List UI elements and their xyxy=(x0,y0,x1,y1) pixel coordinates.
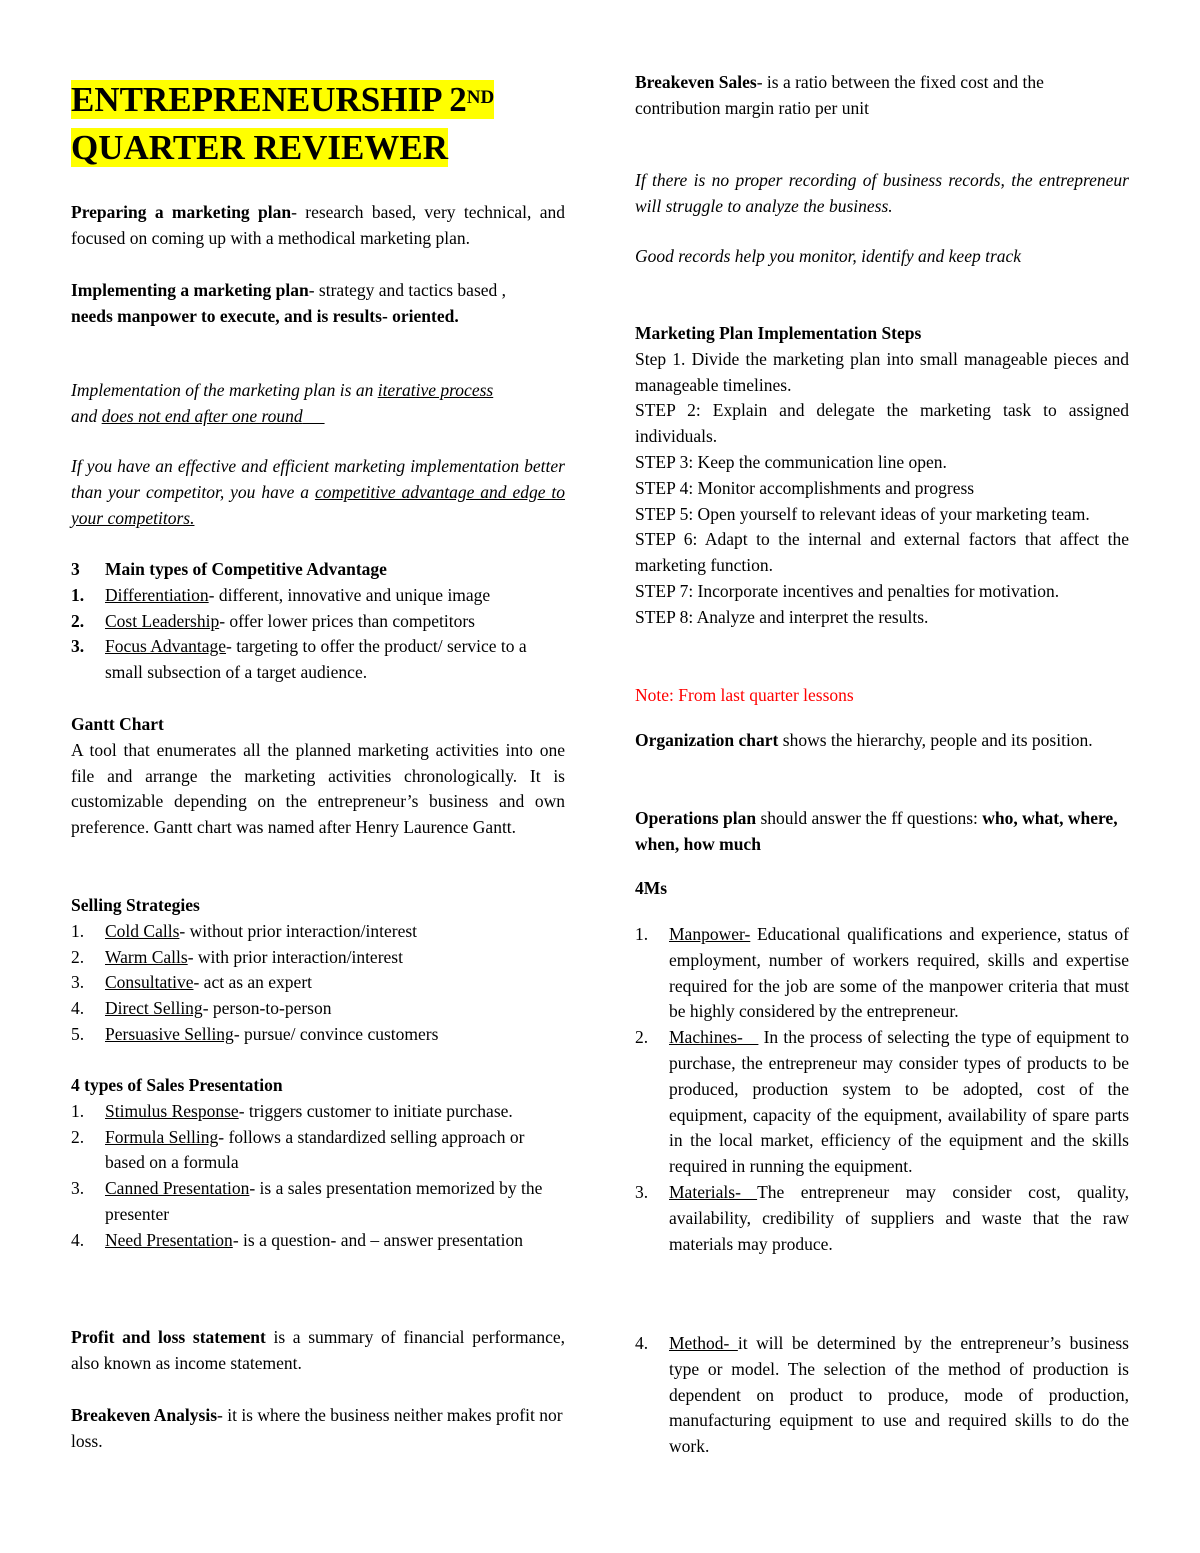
list-term: Machines- xyxy=(669,1027,759,1048)
list-definition: it will be determined by the entrepreneur’s business type or model. The selection of the method of production is dependent on product to produce, mode of production, manufacturing equipment to use and required skills to do the work. xyxy=(669,1333,1129,1457)
step-item: STEP 6: Adapt to the internal and external factors that affect the marketing function. xyxy=(635,529,1129,576)
list-item xyxy=(71,945,565,971)
list-definition: - is a sales presentation memorized by the presenter xyxy=(105,1178,543,1224)
list-item xyxy=(71,1022,565,1048)
step-item: STEP 3: Keep the communication line open. xyxy=(635,451,947,472)
ca-heading-text: Main types of Competitive Advantage xyxy=(105,559,387,579)
list-number: 5. xyxy=(71,1023,85,1044)
list-number: 3. xyxy=(71,972,85,993)
list-number: 1. xyxy=(71,584,85,605)
effective-text-b: competitive advantage and edge to your competitors. xyxy=(71,481,566,528)
list-number: 1. xyxy=(71,920,85,941)
selling-strategies-section xyxy=(71,893,565,1048)
breakeven-sales-term: Breakeven Sales xyxy=(635,72,757,92)
list-number: 2. xyxy=(71,610,85,631)
list-term: Consultative xyxy=(105,972,194,993)
list-item xyxy=(635,1025,1129,1180)
list-definition: - different, innovative and unique image xyxy=(208,584,491,605)
list-item xyxy=(71,1125,565,1177)
list-term: Need Presentation xyxy=(105,1229,233,1250)
implementing-marketing-plan xyxy=(71,278,565,330)
list-term: Differentiation xyxy=(105,584,209,605)
list-definition: - targeting to offer the product/ service to a small subsection of a target audience. xyxy=(105,636,527,683)
sales-presentation-section xyxy=(71,1073,565,1254)
list-definition: - triggers customer to initiate purchase. xyxy=(238,1100,513,1121)
list-term: Materials- xyxy=(669,1181,758,1202)
list-item xyxy=(71,583,565,609)
competitive-advantage-note xyxy=(71,454,565,531)
list-number: 2. xyxy=(71,946,85,967)
ca-heading xyxy=(71,557,565,583)
list-item xyxy=(71,1176,565,1228)
iterative-text-d: does not end after one round xyxy=(101,405,303,426)
step-item: Step 1. Divide the marketing plan into small manageable pieces and manageable timelines. xyxy=(635,348,1129,395)
list-definition: - pursue/ convince customers xyxy=(233,1023,439,1044)
list-term: Formula Selling xyxy=(105,1126,219,1147)
profit-loss-definition: is a summary of financial performance, also known as income statement. xyxy=(71,1327,565,1373)
list-number: 4. xyxy=(71,1229,85,1250)
list-number: 1. xyxy=(635,924,649,944)
implementing-definition: - strategy and tactics based , xyxy=(308,280,507,300)
gantt-heading: Gantt Chart xyxy=(71,714,164,734)
list-item xyxy=(71,1228,565,1254)
list-term: Manpower- xyxy=(669,924,751,944)
list-number: 2. xyxy=(71,1126,85,1147)
title-line1: ENTREPRENEURSHIP 2 xyxy=(71,80,467,119)
list-number: 1. xyxy=(71,1100,85,1121)
list-term: Persuasive Selling xyxy=(105,1023,234,1044)
list-number: 3. xyxy=(71,1178,85,1199)
operations-plan xyxy=(635,806,1129,858)
implementing-term: Implementing a marketing plan xyxy=(71,280,309,300)
four-ms-list-continued xyxy=(635,1331,1129,1460)
records-note: If there is no proper recording of business records, the entrepreneur will struggle to analyze the business. xyxy=(635,170,1129,216)
title-superscript: ND xyxy=(466,87,495,108)
steps-heading: Marketing Plan Implementation Steps xyxy=(635,323,922,343)
records-note-2: Good records help you monitor, identify and keep track xyxy=(635,246,1022,266)
last-quarter-note: Note: From last quarter lessons xyxy=(635,685,854,705)
operations-plan-term: Operations plan xyxy=(635,808,757,828)
list-item xyxy=(71,634,565,686)
gantt-text: A tool that enumerates all the planned marketing activities into one file and arrange the marketing activities chronologically. It is customizable depending on the entrepreneur’s business and own preference. Gantt chart was named after Henry Laurence Gantt. xyxy=(71,739,565,838)
list-definition: - follows a standardized selling approach or based on a formula xyxy=(105,1126,525,1173)
ca-heading-number: 3 xyxy=(71,559,80,579)
operations-plan-definition: should answer the ff questions: xyxy=(756,808,983,828)
operations-plan-questions: who, what, where, when, how much xyxy=(635,808,1118,854)
competitive-advantage-section xyxy=(71,557,565,686)
list-term: Warm Calls xyxy=(105,946,188,967)
list-item xyxy=(71,1099,565,1125)
effective-text-a: If you have an effective and efficient marketing implementation better than your competitor, you have a xyxy=(71,456,565,502)
list-item xyxy=(71,970,565,996)
breakeven-analysis xyxy=(71,1403,565,1455)
list-number: 3. xyxy=(635,1181,649,1202)
implementation-steps-section xyxy=(635,321,1129,631)
iterative-underline-tail xyxy=(303,406,325,426)
list-term: Direct Selling xyxy=(105,998,203,1019)
page-title xyxy=(71,76,571,172)
step-item: STEP 2: Explain and delegate the marketing task to assigned individuals. xyxy=(635,400,1129,447)
list-term: Canned Presentation xyxy=(105,1178,250,1199)
gantt-chart-section xyxy=(71,712,565,841)
four-ms-heading: 4Ms xyxy=(635,878,668,898)
iterative-text-b: iterative process xyxy=(377,380,494,400)
implementing-definition-2: needs manpower to execute, and is results- oriented. xyxy=(71,305,459,326)
list-definition: - act as an expert xyxy=(193,972,313,993)
breakeven-sales-definition: - is a ratio between the fixed cost and the contribution margin ratio per unit xyxy=(635,72,1044,118)
list-number: 4. xyxy=(71,998,85,1019)
list-item xyxy=(71,919,565,945)
organization-chart-definition: shows the hierarchy, people and its position. xyxy=(778,730,1093,750)
list-item xyxy=(635,1331,1129,1460)
sales-heading: 4 types of Sales Presentation xyxy=(71,1075,283,1095)
list-definition: - offer lower prices than competitors xyxy=(219,610,475,631)
step-item: STEP 7: Incorporate incentives and penalties for motivation. xyxy=(635,580,1060,601)
list-term: Method- xyxy=(669,1333,738,1353)
iterative-text-a: Implementation of the marketing plan is an xyxy=(71,380,378,400)
four-ms-list xyxy=(635,922,1129,1257)
preparing-definition: - research based, very technical, and focused on coming up with a methodical marketing plan. xyxy=(71,202,565,248)
profit-loss-term: Profit and loss statement xyxy=(71,1327,266,1347)
organization-chart xyxy=(635,728,1129,754)
iterative-text-c: and xyxy=(71,405,102,426)
list-definition: In the process of selecting the type of equipment to purchase, the entrepreneur may consider types of products to be produced, production system to be adopted, cost of the equipment, capacity of the equipment, availability of spare parts in the local market, efficiency of the equipment and the skills required in running the equipment. xyxy=(669,1027,1129,1177)
organization-chart-term: Organization chart xyxy=(635,730,779,750)
breakeven-analysis-term: Breakeven Analysis xyxy=(71,1405,218,1425)
preparing-marketing-plan xyxy=(71,200,565,252)
step-item: STEP 5: Open yourself to relevant ideas of your marketing team. xyxy=(635,503,1090,524)
list-item xyxy=(635,1180,1129,1257)
list-number: 2. xyxy=(635,1027,649,1048)
list-definition: - is a question- and – answer presentation xyxy=(232,1229,523,1250)
list-definition: - person-to-person xyxy=(202,998,332,1019)
step-item: STEP 4: Monitor accomplishments and progress xyxy=(635,477,975,498)
list-number: 3. xyxy=(71,636,85,657)
breakeven-sales xyxy=(635,70,1129,122)
profit-loss-statement xyxy=(71,1325,565,1377)
preparing-term: Preparing a marketing plan xyxy=(71,202,292,222)
list-item xyxy=(71,996,565,1022)
title-line2: QUARTER REVIEWER xyxy=(71,128,449,167)
iterative-process-note xyxy=(71,378,565,430)
list-definition: - without prior interaction/interest xyxy=(179,920,418,941)
breakeven-analysis-definition: - it is where the business neither makes profit nor loss. xyxy=(71,1405,563,1451)
step-item: STEP 8: Analyze and interpret the results. xyxy=(635,606,929,627)
list-number: 4. xyxy=(635,1333,649,1353)
list-definition: The entrepreneur may consider cost, quality, availability, credibility of suppliers and waste that the raw materials may produce. xyxy=(669,1181,1129,1254)
list-term: Cost Leadership xyxy=(105,610,220,631)
list-definition: Educational qualifications and experience, status of employment, number of workers required, skills and expertise required for the job are some of the manpower criteria that must be highly considered by the entrepreneur. xyxy=(669,924,1129,1022)
list-item xyxy=(71,609,565,635)
selling-heading: Selling Strategies xyxy=(71,895,200,915)
list-term: Stimulus Response xyxy=(105,1100,239,1121)
list-term: Focus Advantage xyxy=(105,636,227,657)
list-term: Cold Calls xyxy=(105,920,180,941)
list-item xyxy=(635,922,1129,1025)
list-definition: - with prior interaction/interest xyxy=(187,946,403,967)
